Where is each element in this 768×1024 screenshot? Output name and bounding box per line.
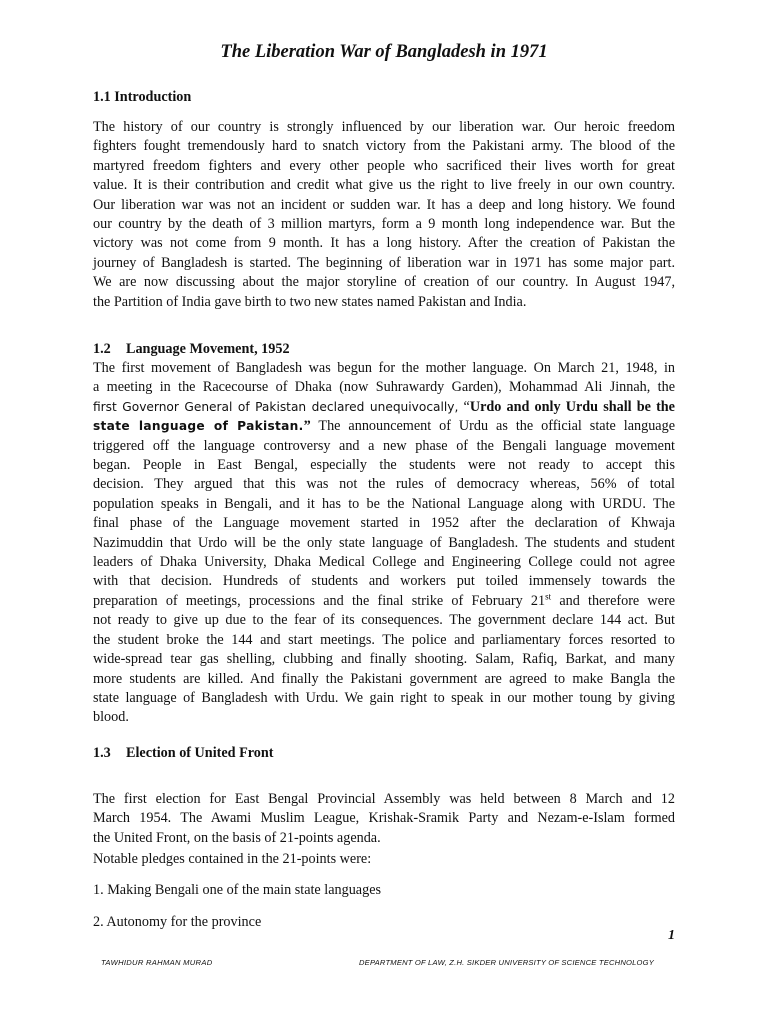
language-movement-paragraph — [93, 359, 675, 728]
section-number: 1.3 — [93, 745, 111, 761]
quote-intro: first Governor General of Pakistan declared unequivocally, — [93, 399, 459, 414]
section-title: Language Movement, 1952 — [126, 341, 290, 357]
text-line: more students are killed. And finally the Pakistani government are agreed to make Bangla the — [93, 670, 675, 687]
text-line: final phase of the Language movement started in 1952 after the declaration of Khwaja — [93, 515, 675, 532]
united-front-paragraph — [93, 790, 675, 848]
text-line: our country by the death of 3 million martyrs, form a 9 month long independence war. But the — [93, 216, 675, 233]
section-heading-united-front — [93, 745, 274, 762]
text-line: leaders of Dhaka University, Dhaka Medical College and Engineering College could not agree — [93, 554, 675, 571]
footer-author: TAWHIDUR RAHMAN MURAD — [101, 958, 213, 967]
text-line: not ready to give up due to the fear of its consequences. The government declare 144 act. But — [93, 612, 675, 629]
section-heading-language-movement — [93, 341, 290, 358]
text-line: the United Front, on the basis of 21-points agenda. — [93, 829, 381, 846]
jinnah-quote-part1: Urdo and only Urdu shall be the — [469, 398, 675, 415]
text-line: Our liberation war was not an incident or sudden war. It has a deep and long history. We found — [93, 196, 675, 213]
section-title: Election of United Front — [126, 745, 274, 761]
pledge-item: 2. Autonomy for the province — [93, 914, 262, 930]
text-line: decision. They argued that this was not the rules of democracy whereas, 56% of total — [93, 476, 675, 493]
text-line: began. People in East Bengal, especially the students were not ready to accept this — [93, 457, 675, 474]
text-line: victory was not come from 9 month. It has a long history. After the creation of Pakistan the — [93, 235, 675, 252]
text-line: March 1954. The Awami Muslim League, Krishak-Sramik Party and Nezam-e-Islam formed — [93, 810, 675, 827]
section-number: 1.2 — [93, 341, 111, 357]
text-line: We are now discussing about the major storyline of creation of our country. In August 1947, — [93, 274, 675, 291]
text-line: a meeting in the Racecourse of Dhaka (now Suhrawardy Garden), Mohammad Ali Jinnah, the — [93, 379, 675, 396]
section-title: Introduction — [114, 89, 192, 105]
pledges-intro: Notable pledges contained in the 21-points were: — [93, 851, 372, 867]
introduction-paragraph — [93, 118, 675, 312]
text-line: Nazimuddin that Urdo will be the only state language of Bangladesh. The students and student — [93, 534, 675, 551]
section-number: 1.1 — [93, 89, 111, 105]
pledge-item: 1. Making Bengali one of the main state languages — [93, 882, 382, 898]
open-quote: “ — [458, 398, 470, 415]
text-line: blood. — [93, 709, 129, 726]
footer-department: DEPARTMENT OF LAW, Z.H. SIKDER UNIVERSITY OF SCIENCE TECHNOLOGY — [359, 958, 655, 967]
text-line: with that decision. Hundreds of students and workers put toiled immensely towards the — [93, 573, 675, 590]
text-line: population speaks in Bengali, and it has to be the National Language along with URDU. The — [93, 495, 675, 512]
quote-followup: The announcement of Urdu as the official state language — [310, 418, 675, 435]
text-line: The history of our country is strongly influenced by our liberation war. Our heroic freedom — [93, 119, 675, 135]
text-line: state language of Bangladesh with Urdu. We gain right to speak in our mother toung by giving — [93, 689, 675, 706]
text-line: the student broke the 144 and start meetings. The police and parliamentary forces resorted to — [93, 631, 675, 648]
text-line: triggered off the language controversy and a new phase of the Bengali language movement — [93, 437, 675, 454]
document-title: The Liberation War of Bangladesh in 1971 — [220, 42, 548, 62]
text-line: The first election for East Bengal Provincial Assembly was held between 8 March and 12 — [93, 791, 675, 807]
text-line — [93, 398, 675, 417]
text-line: fighters fought tremendously hard to snatch victory from the Pakistani army. The blood of the — [93, 138, 675, 155]
page-number: 1 — [668, 928, 675, 943]
text-line: journey of Bangladesh is started. The beginning of liberation war in 1971 has some major part. — [93, 254, 675, 271]
feb-line-start: preparation of meetings, processions and the final strike of February 21 — [93, 592, 546, 609]
text-line: value. It is their contribution and credit what give us the right to live freely in our own country. — [93, 177, 675, 194]
text-line — [93, 417, 675, 436]
feb-line-end: and therefore were — [551, 592, 675, 609]
text-line — [93, 592, 675, 611]
text-line: The first movement of Bangladesh was begun for the mother language. On March 21, 1948, in — [93, 360, 675, 376]
text-line: martyred freedom fighters and every other people who sacrificed their lives worth for great — [93, 157, 675, 174]
close-quote: ” — [303, 418, 311, 435]
jinnah-quote-part2: state language of Pakistan. — [93, 419, 304, 434]
text-line: wide-spread tear gas shelling, clubbing and finally shooting. Salam, Rafiq, Barkat, and many — [93, 651, 675, 668]
text-line: the Partition of India gave birth to two new states named Pakistan and India. — [93, 293, 527, 310]
section-heading-introduction — [93, 89, 191, 106]
ordinal-suffix: st — [545, 591, 552, 602]
